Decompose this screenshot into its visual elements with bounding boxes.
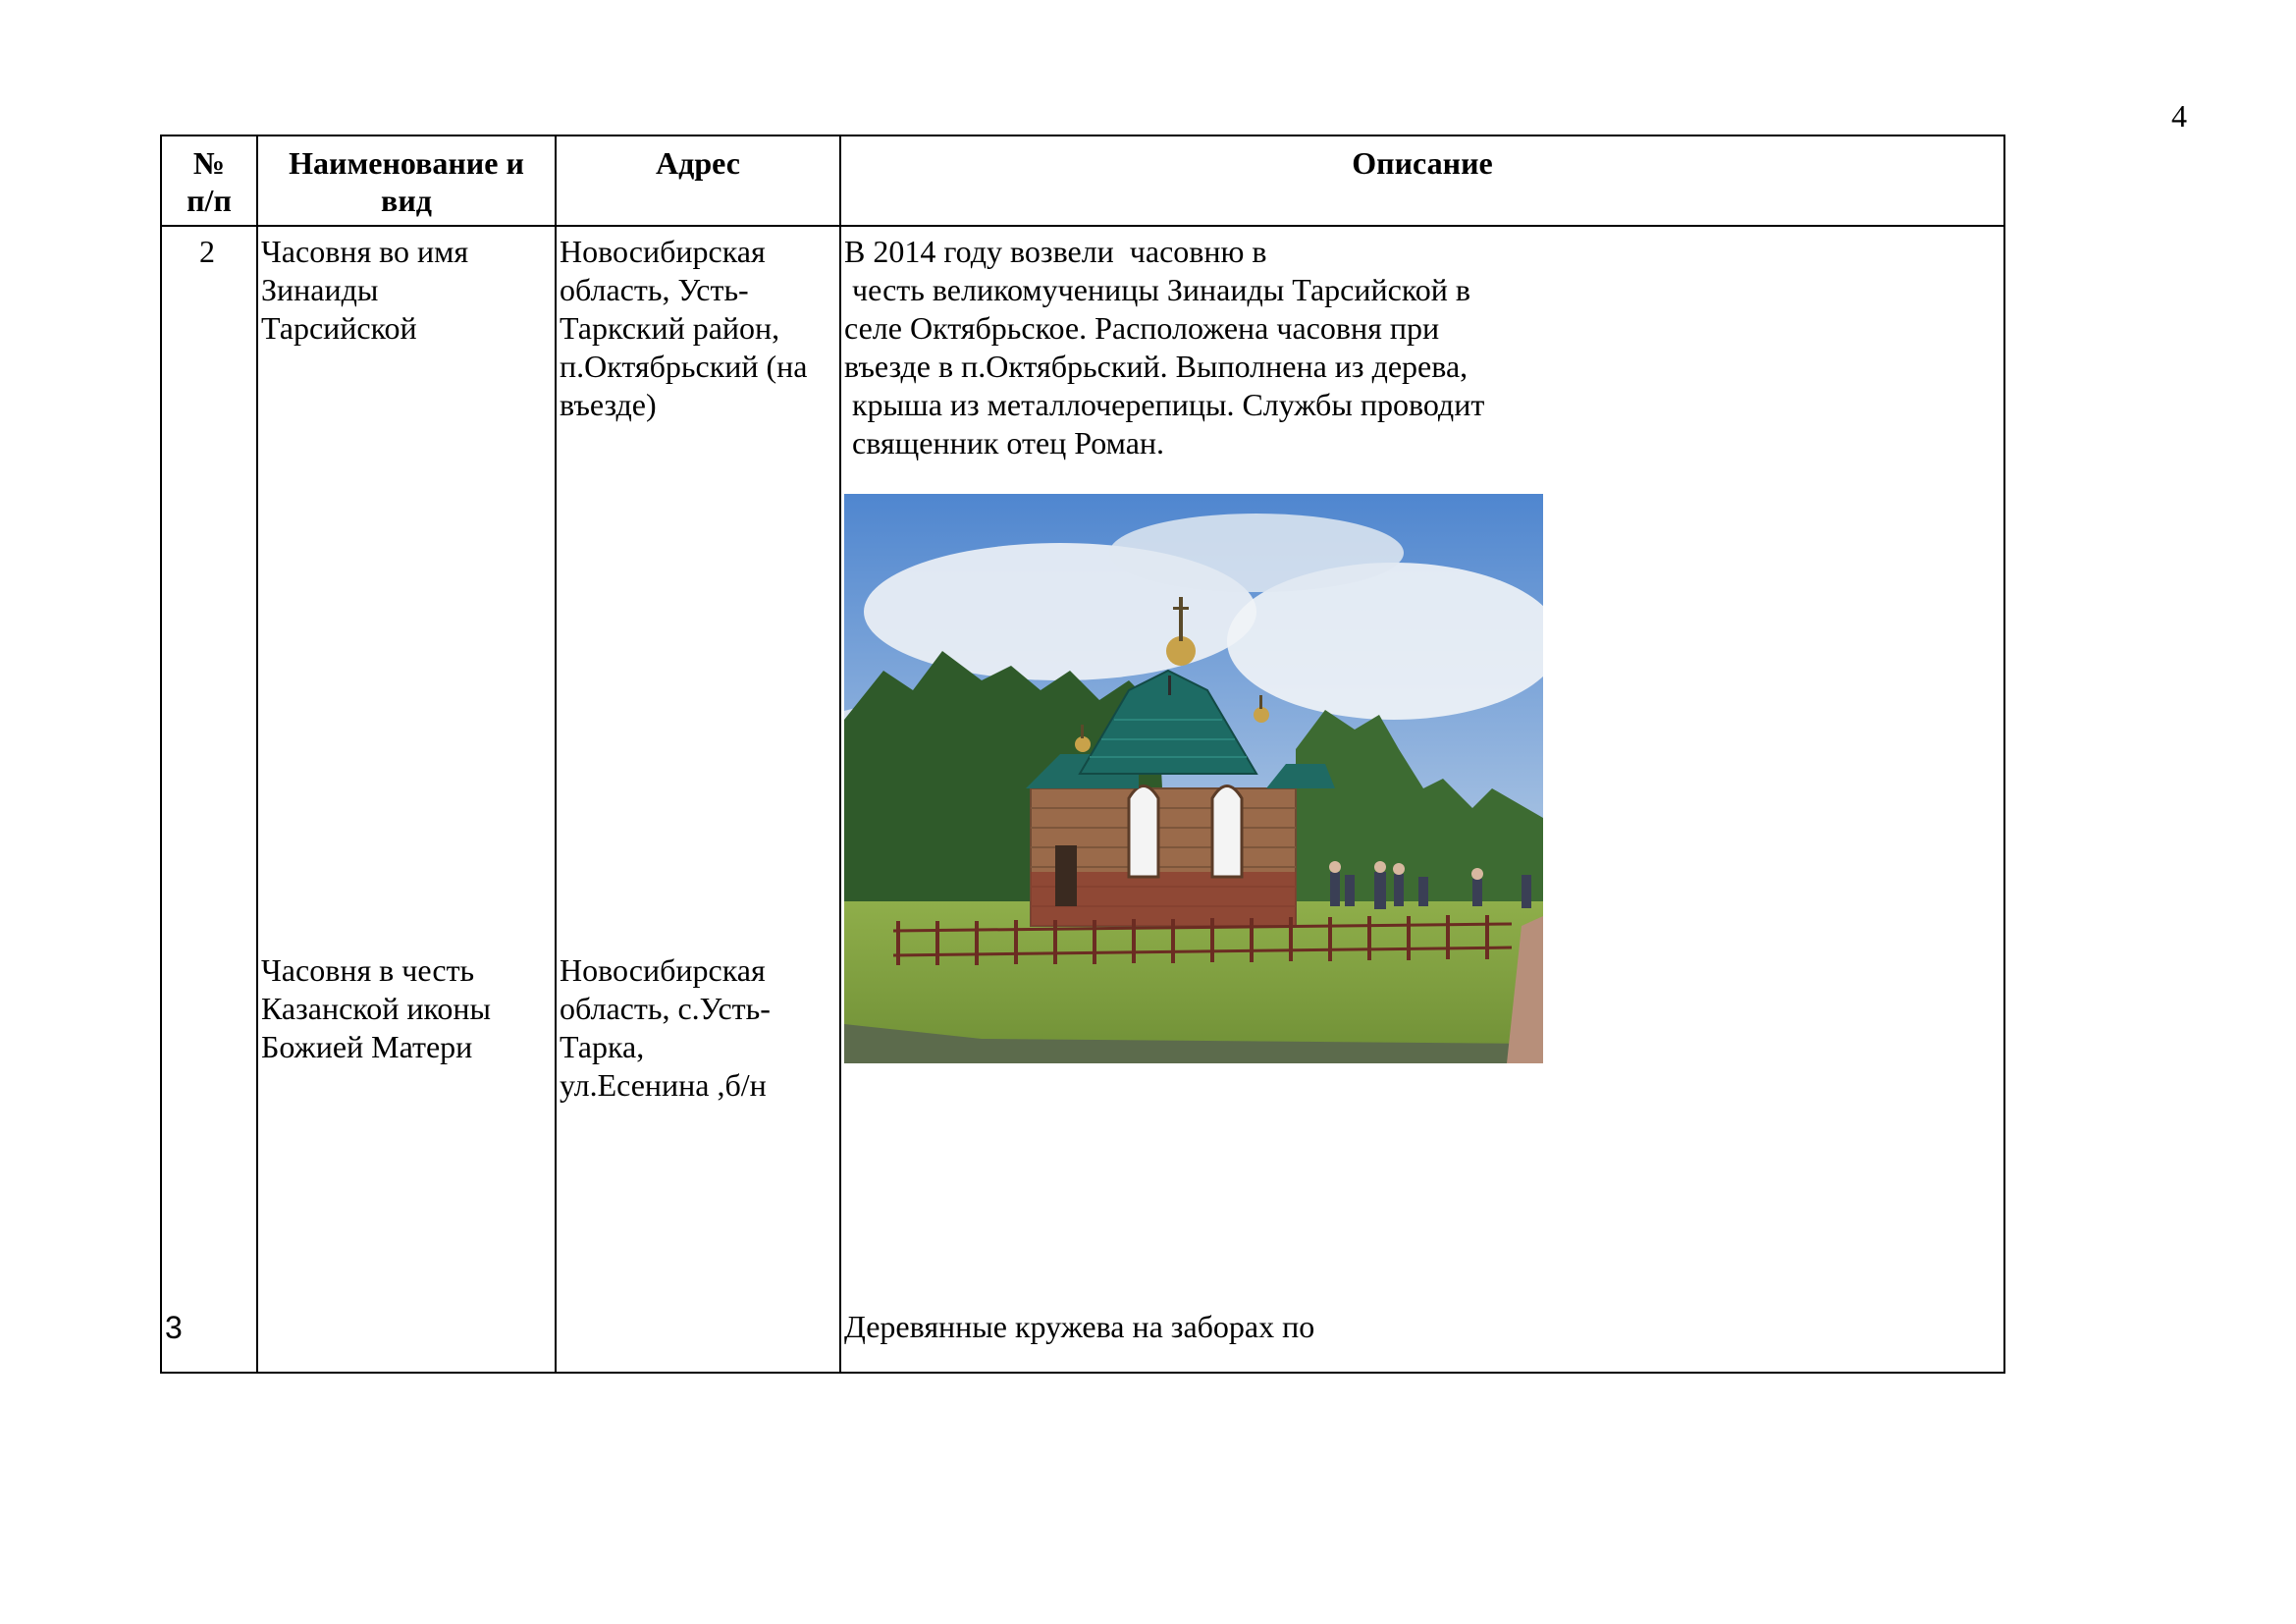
num-cell	[161, 226, 257, 1373]
object-name: Часовня в честь Казанской иконы Божией Матери	[261, 952, 492, 1064]
table-header-row	[161, 135, 2004, 226]
heritage-table	[160, 135, 2005, 1374]
object-description: Деревянные кружева на заборах по	[844, 1309, 1315, 1344]
header-description: Описание	[840, 135, 2004, 226]
page-number: 4	[2171, 98, 2187, 134]
chapel-photo	[844, 494, 1543, 1063]
address-cell	[556, 226, 840, 1373]
row-number: 2	[199, 234, 215, 269]
object-address: Новосибирская область, с.Усть- Тарка, ул.Есенина ,б/н	[560, 952, 771, 1103]
description-cell	[840, 226, 2004, 1373]
header-address: Адрес	[556, 135, 840, 226]
name-cell	[257, 226, 556, 1373]
object-address: Новосибирская область, Усть- Таркский район, п.Октябрьский (на въезде)	[560, 234, 808, 422]
header-num: № п/п	[161, 135, 257, 226]
row-number: 3	[165, 1310, 183, 1345]
object-name: Часовня во имя Зинаиды Тарсийской	[261, 234, 469, 346]
table-row	[161, 226, 2004, 1373]
object-description: В 2014 году возвели часовню в честь великомученицы Зинаиды Тарсийской в селе Октябрьское. Расположена часовня при въезде в п.Октябрьский. Выполнена из дерева, крыша из металлочерепицы. Службы проводит священник отец Роман.	[844, 234, 1485, 460]
header-name: Наименование и вид	[257, 135, 556, 226]
